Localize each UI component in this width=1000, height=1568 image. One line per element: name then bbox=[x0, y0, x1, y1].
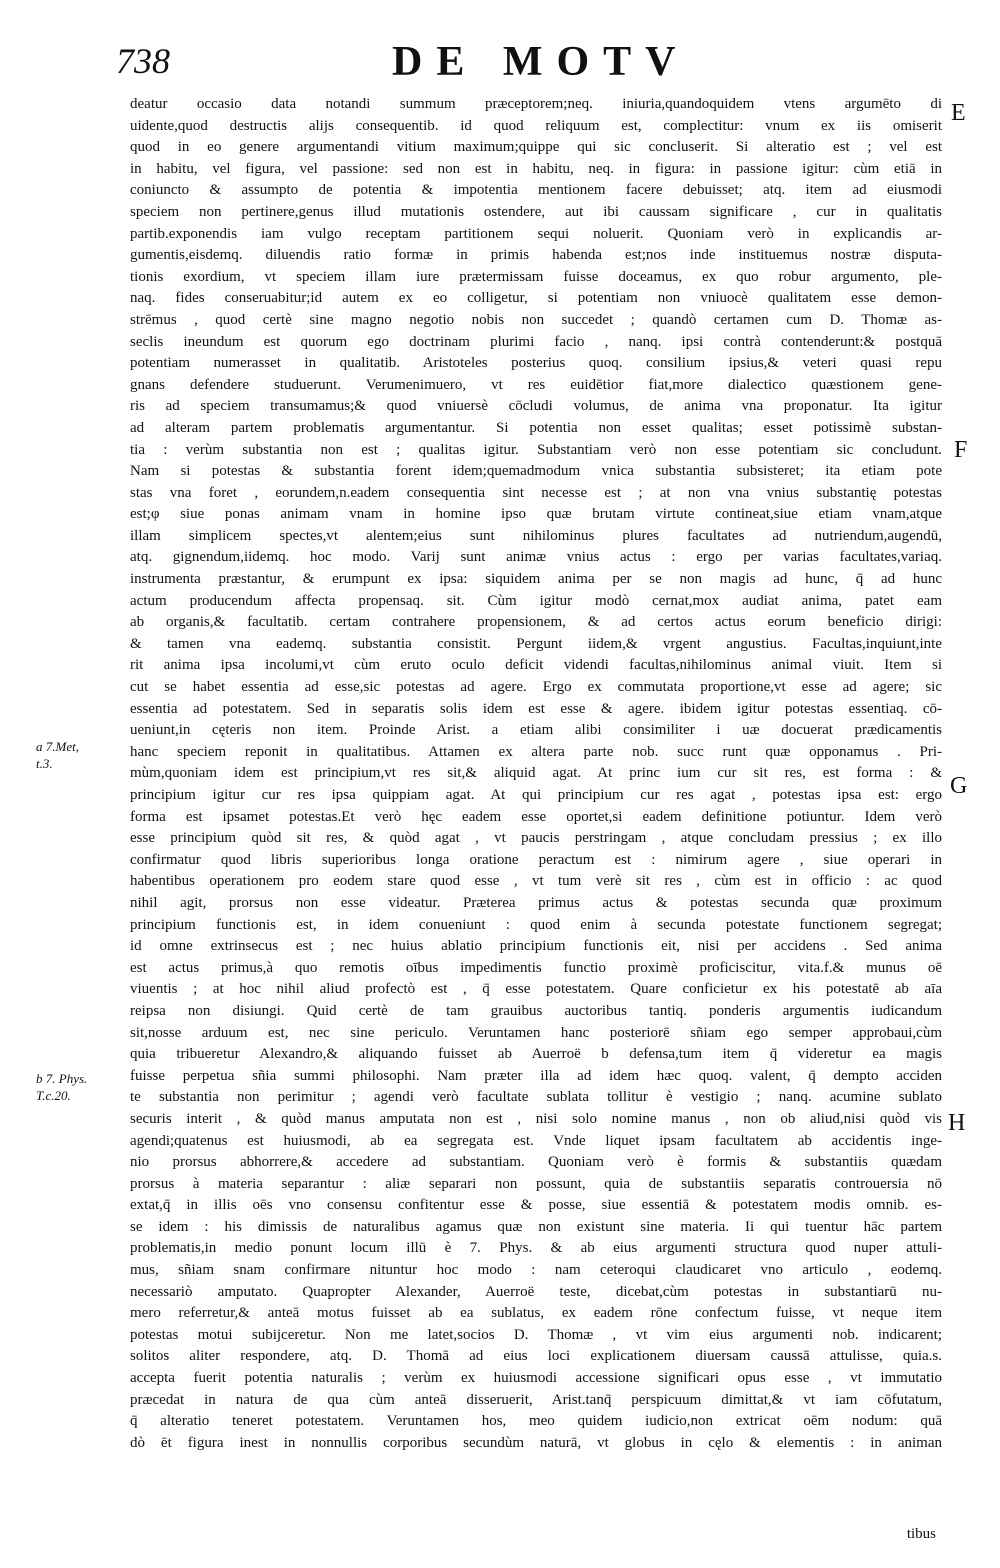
margin-letter-f: F bbox=[954, 437, 968, 463]
text-line: strēmus , quod certè sine magno negotio nobis non succedet ; quandò certamen cum D. Thomæ as- bbox=[130, 311, 942, 328]
margin-note-line: 7.Met, bbox=[45, 739, 79, 754]
page-number: 738 bbox=[116, 41, 170, 81]
margin-note-line: T.c.20. bbox=[36, 1088, 71, 1103]
text-line: fuisse perpetua sñia summi philosophi. Nam præter illa ad idem hæc quoq. valent, q̄ dempto acciden bbox=[130, 1067, 942, 1084]
text-line: tionis exordium, vt speciem illam iure prætermissam fuisse doceamus, ex quo robur argumento, ple- bbox=[130, 268, 942, 285]
text-line: præcedat in natura de qua cùm anteā disseruerit, Arist.tanq̄ perspicuum dimittat,& vt iam cōfutatum, bbox=[130, 1391, 942, 1408]
text-line: solitos aliter respondere, atq. D. Thomā ad eius loci explicationem diuersam caussā attulisse, quia.s. bbox=[130, 1348, 942, 1365]
margin-note-line: t.3. bbox=[36, 756, 53, 771]
text-line: seclis ineundum est quorum ego doctrinam plurimi facio , nanq. ipsi contrà contenderunt:& postquā bbox=[130, 333, 942, 350]
text-line: gnans defendere studuerunt. Verumenimuero, vt res euidētior fiat,more dialectico quæstionem gene- bbox=[130, 376, 942, 393]
text-line: cut se habet essentia ad esse,sic potestas ad agere. Ergo ex commutata proportione,vt esse ad agere; sic bbox=[130, 679, 942, 696]
text-line: quod in eo genere argumentandi vitium maximum;quippe qui sic concluserit. Si alteratio est ; vel est bbox=[130, 139, 942, 156]
text-line: securis interit , & quòd manus amputata non est , nisi solo nomine manus , non ob aliud,nisi quòd vis bbox=[130, 1110, 942, 1127]
text-line: habentibus operationem pro eodem stare quod esse , vt tum verè sit res , cùm est in officio : ac quod bbox=[130, 873, 942, 890]
margin-note-mark: b bbox=[36, 1071, 43, 1086]
text-line: mero referretur,& anteā motus fuisset ab ea sublatus, ex eadem rōne confectum fuisse, vt neque item bbox=[130, 1305, 942, 1322]
margin-letter-h: H bbox=[948, 1110, 966, 1136]
text-line: reipsa non disiungi. Quid certè de tam grauibus auctoribus tantiq. ponderis argumentis iudicandum bbox=[130, 1002, 942, 1019]
text-line: est actus primus,à quo remotis oībus impedimentis functio proximè proficiscitur, vita.f.& munus oē bbox=[130, 959, 942, 976]
text-line: dò ēt figura inest in nonnullis corporibus secundùm naturā, vt globus in cęlo & elementis : in animan bbox=[130, 1434, 942, 1451]
text-line: forma est ipsamet potestas.Et verò hęc eadem esse oportet,si eadem definitione potiuntur. Idem verò bbox=[130, 808, 942, 825]
text-line: & tamen vna eademq. substantia consistit. Pergunt iidem,& vrgent angustius. Facultas,inquiunt,inte bbox=[130, 635, 942, 652]
text-line: nihil agit, prorsus non esse videatur. Præterea primus actus & potestas secunda quæ proximum bbox=[130, 894, 942, 911]
text-line: prorsus à materia separantur : aliæ separari non possunt, quia de substantiis separatis controuersia nō bbox=[130, 1175, 942, 1192]
text-line: principium functionis est, in idem conueniunt : quod enim à secunda potestate functionem segregat; bbox=[130, 916, 942, 933]
text-line: ueniunt,in cęteris non item. Proinde Arist. a etiam alibi consimiliter i uæ docuerat prædicamentis bbox=[130, 722, 942, 739]
text-line: mus, sñiam snam confirmare nituntur hoc modo : nam ceteroqui claudicaret vno articulo , eodemq. bbox=[130, 1262, 942, 1279]
text-line: ad alteram partem problematis argumentantur. Si potentia non esset qualitas; esset potissimè substan- bbox=[130, 419, 942, 436]
catchword: tibus bbox=[906, 1526, 936, 1542]
margin-note-line: 7. Phys. bbox=[45, 1071, 88, 1086]
text-line: in habitu, vel figura, vel passione: sed non est in habitu, neq. in figura: in passione igitur: cùm etiā in bbox=[130, 160, 942, 177]
text-line: quia tribueretur Alexandro,& aliquando fuisset ab Auerroë b defensa,tum item q̄ videretur ea magis bbox=[130, 1046, 942, 1063]
margin-note-a bbox=[36, 738, 79, 772]
text-line: id omne extrinsecus est ; nec huius ablatio principium functionis eit, nisi per accidens . Sed anima bbox=[130, 938, 942, 955]
margin-note-b bbox=[36, 1070, 87, 1104]
text-line: Nam si potestas & substantia forent idem;quemadmodum vnica substantia subsisteret; ita etiam pote bbox=[130, 463, 942, 480]
text-line: te substantia non perimitur ; agendi verò facultate sublata tollitur è vestigio ; nanq. acumine sublato bbox=[130, 1089, 942, 1106]
text-line: nio prorsus abhorrere,& accedere ad substantiam. Quoniam verò è formis & substantiis quædam bbox=[130, 1154, 942, 1171]
text-line: agendi;quatenus est huiusmodi, ab ea segregata est. Vnde liquet ipsam facultatem ab accidentis inge- bbox=[130, 1132, 942, 1149]
text-line: deatur occasio data notandi summum præceptorem;neq. iniuria,quandoquidem vtens argumēto di bbox=[130, 96, 942, 112]
text-line: atq. gignendum,iidemq. hoc modo. Varij sunt animæ vnius actus : ergo per varias facultates,variaq. bbox=[130, 549, 942, 566]
text-line: speciem non pertinere,genus illud mutationis ostendere, aut ibi caussam significare , cur in qualitatis bbox=[130, 203, 942, 220]
text-line: esse principium quòd sit res, & quòd agat , vt paucis perstringam , atque concludam pressius ; ex illo bbox=[130, 830, 942, 847]
text-line: coniuncto & assumpto de potentia & impotentia mentionem facere debuisset; atq. item ad eiusmodi bbox=[130, 182, 942, 199]
text-line: hanc speciem reponit in qualitatibus. Attamen ex altera parte nob. succ runt quæ opponamus . Pri- bbox=[130, 743, 942, 760]
text-line: mùm,quoniam idem est principium,vt res sit,& aliquid agat. At princ ium cur sit res, est forma : & bbox=[130, 765, 942, 782]
text-line: instrumenta præstantur, & erumpunt ex ipsa: siquidem anima per se non magis ad hunc, q̄ ad hunc bbox=[130, 571, 942, 588]
running-title: DE MOTV bbox=[392, 39, 690, 85]
text-line: potestas motui subijceretur. Non me latet,socios D. Thomæ , vt vim eius argumenti nob. indicarent; bbox=[130, 1326, 942, 1343]
text-line: necessariò amputato. Quapropter Alexander, Auerroë teste, dicebat,cùm potestas in substantiarū nu- bbox=[130, 1283, 942, 1300]
body-text bbox=[130, 94, 942, 1454]
margin-letter-g: G bbox=[950, 773, 968, 799]
text-line: problematis,in medio ponunt locum illū è 7. Phys. & ab eius argumenti structura quod nuper attuli- bbox=[130, 1240, 942, 1257]
text-line: sit,nosse arduum est, nec sine periculo. Veruntamen hanc posteriorē sñiam ego semper approbaui,cùm bbox=[130, 1024, 942, 1041]
text-line: ris ad speciem transumamus;& quod vniuersè cōcludi volumus, de anima vna proponatur. Ita igitur bbox=[130, 398, 942, 415]
text-line: gumentis,eisdemq. diluendis ratio formæ in primis habenda est;nos inde instituemus nostræ disputa- bbox=[130, 247, 942, 264]
text-line: accepta fuerit potentia naturalis ; verùm ex huiusmodi accessione significari opus esse , vt immutatio bbox=[130, 1370, 942, 1387]
text-line: stas vna foret , eorundem,n.eadem consequentia sint necesse est ; at non vna vnius substantię potestas bbox=[130, 484, 942, 501]
text-line: illam simplicem spectes,vt alentem;eius sunt nihilominus plures facultates ad nutriendum,augendū, bbox=[130, 527, 942, 544]
text-line: naq. fides conseruabitur;id autem ex eo colligetur, si potentiam non vniuocè qualitatem esse demon- bbox=[130, 290, 942, 307]
text-line: partib.exponendis iam vulgo receptam partitionem sequi noluerit. Quoniam verò in explicandis ar- bbox=[130, 225, 942, 242]
text-line: ab organis,& facultatib. certam contrahere propensionem, & ad certos actus eorum beneficio dirigi: bbox=[130, 614, 942, 631]
text-line: q̄ alteratio teneret potestatem. Veruntamen hos, meo quidem iudicio,non extricat oēm nodum: quā bbox=[130, 1413, 942, 1430]
text-line: se idem : his dimissis de naturalibus agamus quæ non existunt sine materia. Ii qui tuentur hāc partem bbox=[130, 1218, 942, 1235]
text-line: extat,q̄ in illis oēs vno consensu confitentur esse & posse, siue essentiā & potestatem modis omnib. es- bbox=[130, 1197, 942, 1214]
margin-note-mark: a bbox=[36, 739, 43, 754]
text-line: viuentis ; at hoc nihil aliud profectò est , q̄ esse potestatem. Quare conficietur ex his potestatē ab aīa bbox=[130, 981, 942, 998]
text-line: uidente,quod destructis alijs consequentib. id quod reliquum est, complectitur: vnum ex iis omiserit bbox=[130, 117, 942, 134]
text-line: essentia ad potestatem. Sed in separatis solis idem est esse & agere. ibidem igitur potestas essentiaq. cō- bbox=[130, 700, 942, 717]
text-line: principium igitur cur res ipsa quippiam agat. At qui principium cur res agat , potestas ipsa est: ergo bbox=[130, 787, 942, 803]
text-line: tia : verùm substantia non est ; qualitas igitur. Substantiam verò non esse potentiam sic concludunt. bbox=[130, 441, 942, 458]
text-line: actum producendum affecta propensaq. sit. Cùm igitur modò cernat,mox audiat anima, patet eam bbox=[130, 592, 942, 609]
text-line: potentiam numerasset in qualitatib. Aristoteles posterius quoq. consilium ipsius,& veteri quasi repu bbox=[130, 355, 942, 372]
text-line: rit anima ipsa incolumi,vt cùm eruto oculo deficit videndi facultas,nihilominus animal viuit. Item si bbox=[130, 657, 942, 674]
margin-letter-e: E bbox=[951, 100, 966, 126]
text-line: est;φ siue ponas animam vnam in homine ipso quæ brutam virtute contineat,siue etiam vnam,atque bbox=[130, 506, 942, 523]
text-line: confirmatur quod libris superioribus longa oratione peractum est : nimirum agere , siue operari in bbox=[130, 851, 942, 868]
